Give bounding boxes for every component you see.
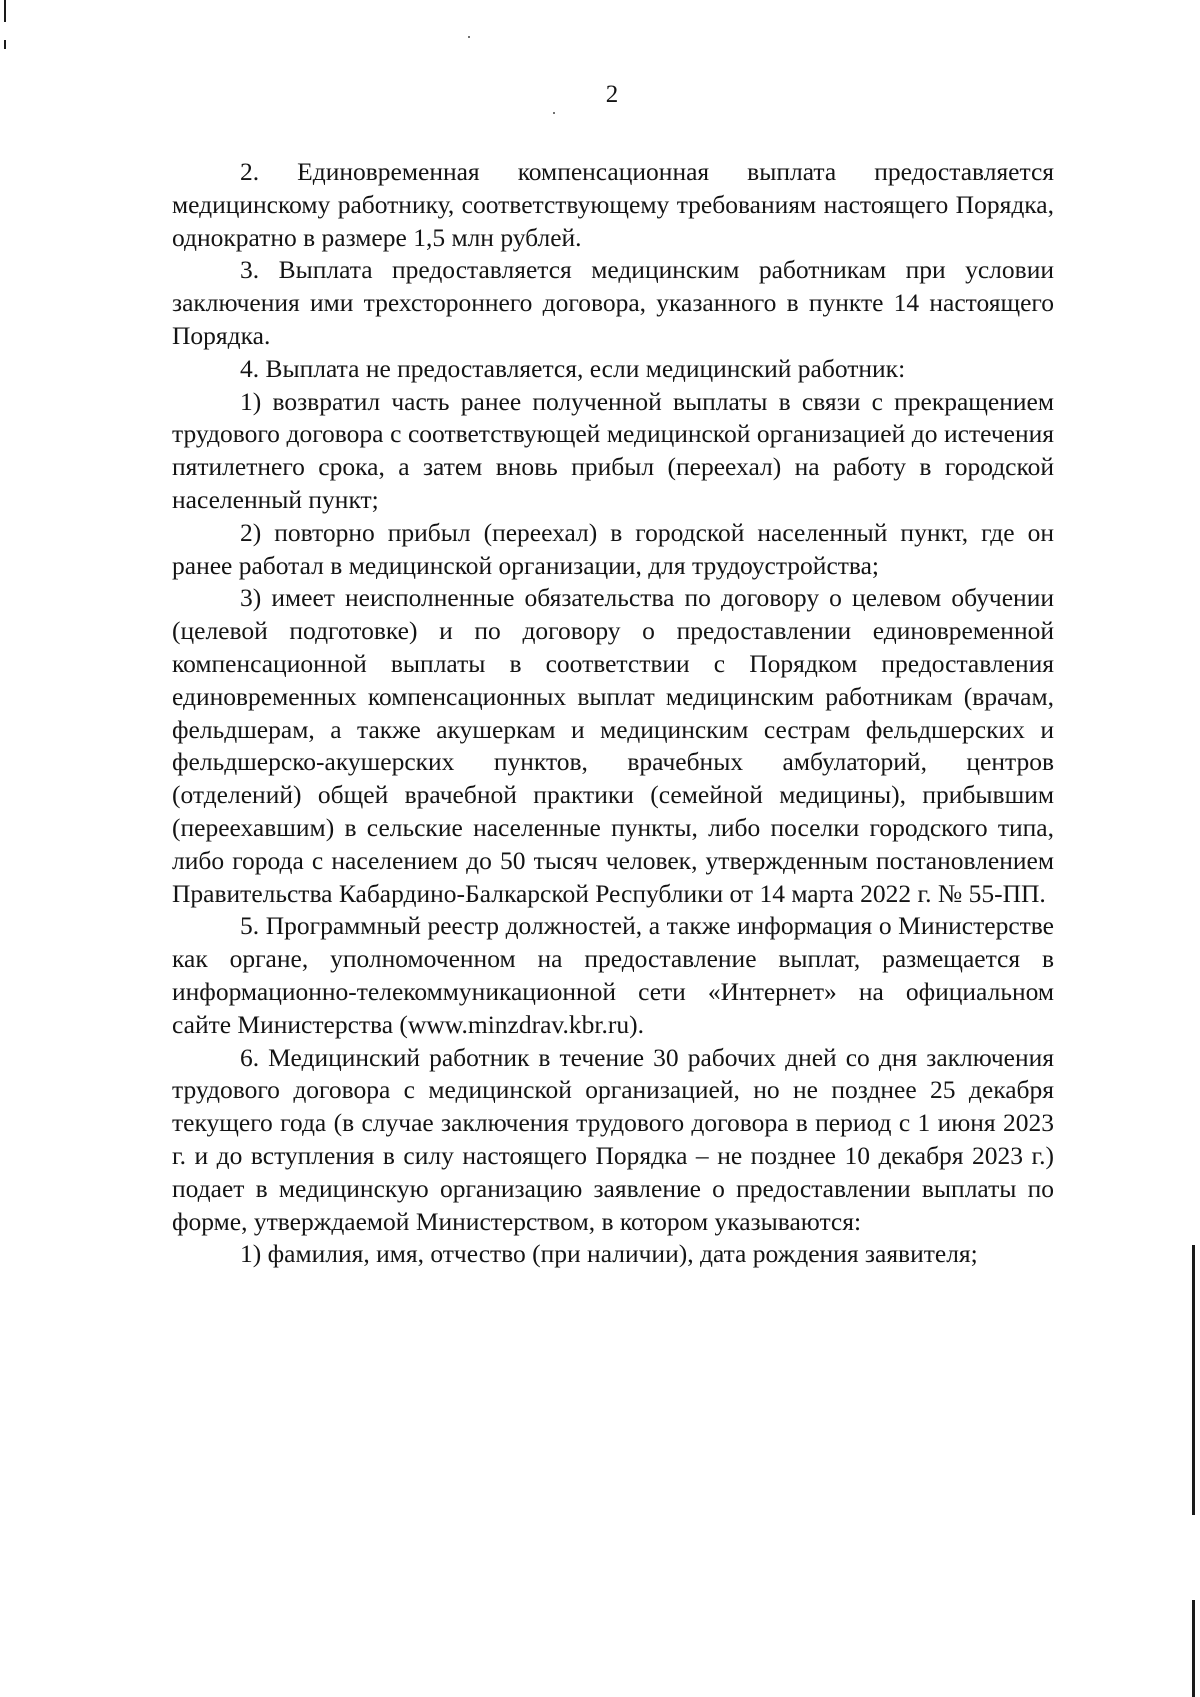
paragraph-4-item-3: 3) имеет неисполненные обязательства по договору о целевом обучении (целевой подготовке) и по договору о предоставлении единовременной компенсационной выплаты в соответствии с Порядком предоставления единовременных компенсационных выплат медицинским работникам (врачам, фельдшерам, а также акушеркам и медицинским сестрам фельдшерских и фельдшерско-акушерских пунктов, врачебных амбулаторий, центров (отделений) общей врачебной практики (семейной медицины), прибывшим (переехавшим) в сельские населенные пункты, либо поселки городского типа, либо города с населением до 50 тысяч человек, утвержденным постановлением Правительства Кабардино-Балкарской Республики от 14 марта 2022 г. № 55-ПП. (172, 583, 1054, 908)
paragraph-6-application: 6. Медицинский работник в течение 30 рабочих дней со дня заключения трудового договора с медицинской организацией, но не позднее 25 декабря текущего года (в случае заключения трудового договора в период с 1 июня 2023 г. и до вступления в силу настоящего Порядка – не позднее 10 декабря 2023 г.) подает в медицинскую организацию заявление о предоставлении выплаты по форме, утверждаемой Министерством, в котором указываются: (172, 1042, 1054, 1236)
scan-speck (468, 36, 470, 38)
scan-speck (553, 112, 555, 114)
paragraph-2-payment-amount: 2. Единовременная компенсационная выплата предоставляется медицинскому работнику, соответствующему требованиям настоящего Порядка, однократно в размере 1,5 млн рублей. (172, 157, 1054, 252)
paragraph-4-exclusions: 4. Выплата не предоставляется, если медицинский работник: (240, 353, 906, 383)
paragraph-4-item-2: 2) повторно прибыл (переехал) в городской населенный пункт, где он ранее работал в медицинской организации, для трудоустройства; (172, 517, 1054, 580)
paragraph-5-registry: 5. Программный реестр должностей, а также информация о Министерстве как органе, уполномоченном на предоставление выплат, размещается в информационно-телекоммуникационной сети «Интернет» на официальном сайте Министерства (www.minzdrav.kbr.ru). (172, 911, 1054, 1039)
scan-edge-mark (1192, 1600, 1195, 1697)
scan-edge-mark (4, 40, 6, 49)
document-body (172, 156, 1054, 1271)
page-number: 2 (605, 81, 619, 108)
paragraph-6-item-1: 1) фамилия, имя, отчество (при наличии), дата рождения заявителя; (240, 1239, 978, 1269)
scan-edge-mark (1192, 1245, 1195, 1515)
scan-edge-mark (4, 0, 6, 22)
paragraph-4-item-1: 1) возвратил часть ранее полученной выплаты в связи с прекращением трудового договора с соответствующей медицинской организацией до истечения пятилетнего срока, а затем вновь прибыл (переехал) на работу в городской населенный пункт; (172, 386, 1054, 514)
paragraph-3-payment-condition: 3. Выплата предоставляется медицинским работникам при условии заключения ими трехстороннего договора, указанного в пункте 14 настоящего Порядка. (172, 255, 1054, 350)
